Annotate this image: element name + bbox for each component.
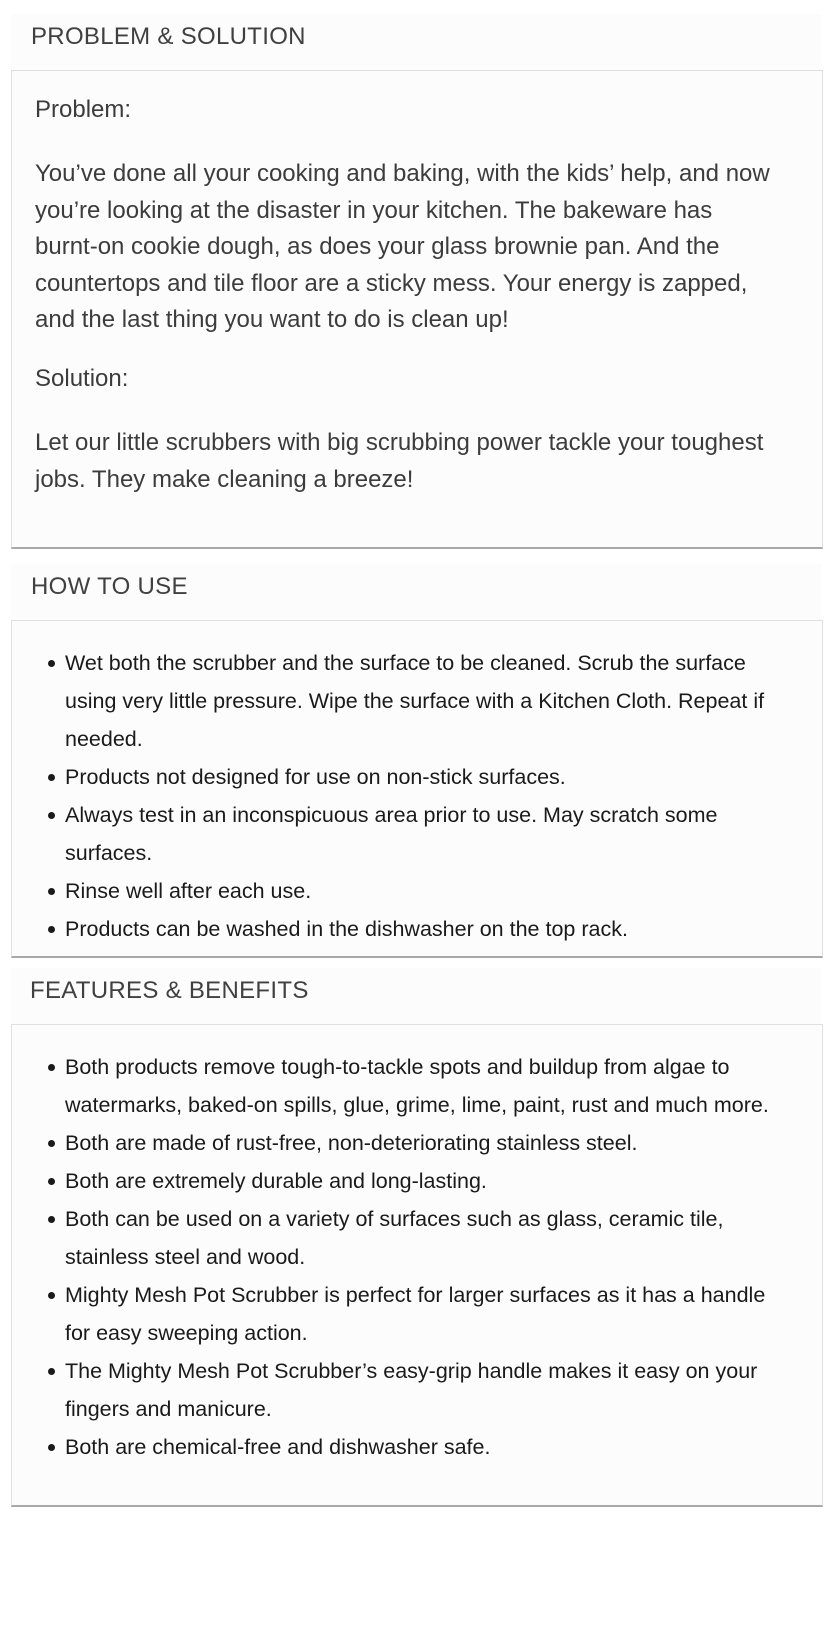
how-to-use-list bbox=[12, 644, 772, 948]
problem-text: You’ve done all your cooking and baking, with the kids’ help, and now you’re looking at the disaster in your kitchen. The bakeware has burnt-on cookie dough, as does your glass brownie pan. And the countertops and tile floor are a sticky mess. Your energy is zapped, and the last thing you want to do is clean up! bbox=[35, 160, 770, 333]
problem-solution-title: PROBLEM & SOLUTION bbox=[31, 23, 306, 50]
bullet-icon bbox=[48, 1368, 55, 1375]
bullet-icon bbox=[48, 660, 55, 667]
how-to-use-header[interactable] bbox=[11, 564, 822, 620]
features-benefits-header[interactable] bbox=[11, 968, 822, 1024]
list-item: Rinse well after each use. bbox=[12, 872, 772, 910]
list-item: Both are extremely durable and long-lasting. bbox=[12, 1162, 774, 1200]
problem-solution-header[interactable] bbox=[11, 14, 822, 70]
bullet-icon bbox=[48, 1292, 55, 1299]
bullet-icon bbox=[48, 1444, 55, 1451]
bullet-icon bbox=[48, 1140, 55, 1147]
list-item: Both are chemical-free and dishwasher safe. bbox=[12, 1428, 774, 1466]
features-benefits-panel bbox=[11, 1024, 823, 1507]
how-to-use-title: HOW TO USE bbox=[31, 573, 188, 600]
list-item: Both are made of rust-free, non-deteriorating stainless steel. bbox=[12, 1124, 774, 1162]
solution-text: Let our little scrubbers with big scrubbing power tackle your toughest jobs. They make cleaning a breeze! bbox=[35, 429, 764, 493]
bullet-icon bbox=[48, 1064, 55, 1071]
problem-solution-panel bbox=[11, 70, 823, 549]
list-item: Both products remove tough-to-tackle spots and buildup from algae to watermarks, baked-on spills, glue, grime, lime, paint, rust and much more. bbox=[12, 1048, 774, 1124]
features-benefits-title: FEATURES & BENEFITS bbox=[30, 977, 309, 1004]
list-item: The Mighty Mesh Pot Scrubber’s easy-grip handle makes it easy on your fingers and manicure. bbox=[12, 1352, 774, 1428]
bullet-icon bbox=[48, 888, 55, 895]
list-item: Products can be washed in the dishwasher on the top rack. bbox=[12, 910, 772, 948]
list-item: Wet both the scrubber and the surface to be cleaned. Scrub the surface using very little pressure. Wipe the surface with a Kitchen Cloth. Repeat if needed. bbox=[12, 644, 772, 758]
bullet-icon bbox=[48, 812, 55, 819]
features-benefits-list bbox=[12, 1048, 774, 1466]
bullet-icon bbox=[48, 1216, 55, 1223]
bullet-icon bbox=[48, 926, 55, 933]
problem-label: Problem: bbox=[35, 96, 132, 123]
solution-label: Solution: bbox=[35, 365, 129, 392]
list-item: Products not designed for use on non-stick surfaces. bbox=[12, 758, 772, 796]
list-item: Mighty Mesh Pot Scrubber is perfect for larger surfaces as it has a handle for easy sweeping action. bbox=[12, 1276, 774, 1352]
bullet-icon bbox=[48, 774, 55, 781]
list-item: Both can be used on a variety of surfaces such as glass, ceramic tile, stainless steel and wood. bbox=[12, 1200, 774, 1276]
bullet-icon bbox=[48, 1178, 55, 1185]
list-item: Always test in an inconspicuous area prior to use. May scratch some surfaces. bbox=[12, 796, 772, 872]
how-to-use-panel bbox=[11, 620, 823, 958]
